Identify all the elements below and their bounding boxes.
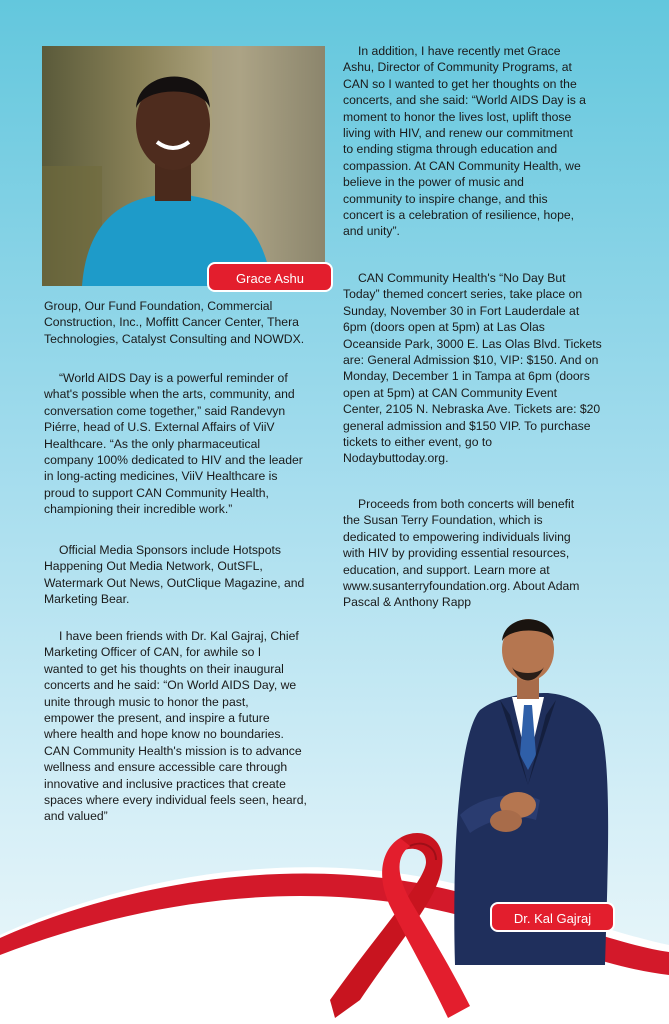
kal-gajraj-caption: Dr. Kal Gajraj: [490, 902, 615, 932]
left-paragraph-sponsors-cont: Group, Our Fund Foundation, Commercial Construction, Inc., Moffitt Cancer Center, Thera Technologies, Catalyst Consulting and NOWDX.: [44, 299, 305, 346]
left-paragraph-viiv-quote: “World AIDS Day is a powerful reminder of what's possible when the arts, community, and conversation come together,” said Randevyn Piérre, head of U.S. External Affairs of ViiV Healthcare. “As the only pharmaceutical company 100% dedicated to HIV and the leader in long-acting medicines, ViiV Healthcare is proud to support CAN Community Health, championing their incredible work.”: [44, 371, 303, 517]
grace-ashu-caption: Grace Ashu: [207, 262, 333, 292]
right-paragraph-concert-details: CAN Community Health's “No Day But Today” themed concert series, take place on Sunday, November 30 in Fort Lauderdale at 6pm (doors open at 5pm) at Las Olas Oceanside Park, 3000 E. Las Olas Blvd. Tickets are: General Admission $10, VIP: $150. And on Monday, December 1 in Tampa at 6pm (doors open at 5pm) at CAN Community Event Center, 2105 N. Nebraska Ave. Tickets are: $20 general admission and $150 VIP. To purchase tickets to either event, go to Nodaybuttoday.org.: [343, 271, 602, 466]
left-paragraph-media-sponsors: Official Media Sponsors include Hotspots Happening Out Media Network, OutSFL, Watermark Out News, OutClique Magazine, and Marketing Bear.: [44, 543, 305, 607]
right-paragraph-proceeds: Proceeds from both concerts will benefit the Susan Terry Foundation, which is dedicated to empowering individuals living with HIV by providing essential resources, education, and support. Learn more at www.susanterryfoundation.org. About Adam Pascal & Anthony Rapp: [343, 497, 580, 610]
right-paragraph-grace-quote: In addition, I have recently met Grace Ashu, Director of Community Programs, at CAN so I wanted to get her thoughts on the concerts, and she said: “World AIDS Day is a moment to honor the lives lost, uplift those living with HIV, and renew our commitment to ending stigma through education and compassion. At CAN Community Health, we believe in the power of music and community to inspire change, and this concert is a celebration of resilience, hope, and unity”.: [343, 44, 586, 239]
left-paragraph-kal-quote: I have been friends with Dr. Kal Gajraj, Chief Marketing Officer of CAN, for awhile so I wanted to get his thoughts on their inaugural concerts and he said: “On World AIDS Day, we unite through music to honor the past, empower the present, and inspire a future where health and hope know no boundaries. CAN Community Health's mission is to advance wellness and ensure accessible care through innovative and inclusive practices that create spaces where every individual feels seen, heard, and valued”: [44, 629, 307, 824]
